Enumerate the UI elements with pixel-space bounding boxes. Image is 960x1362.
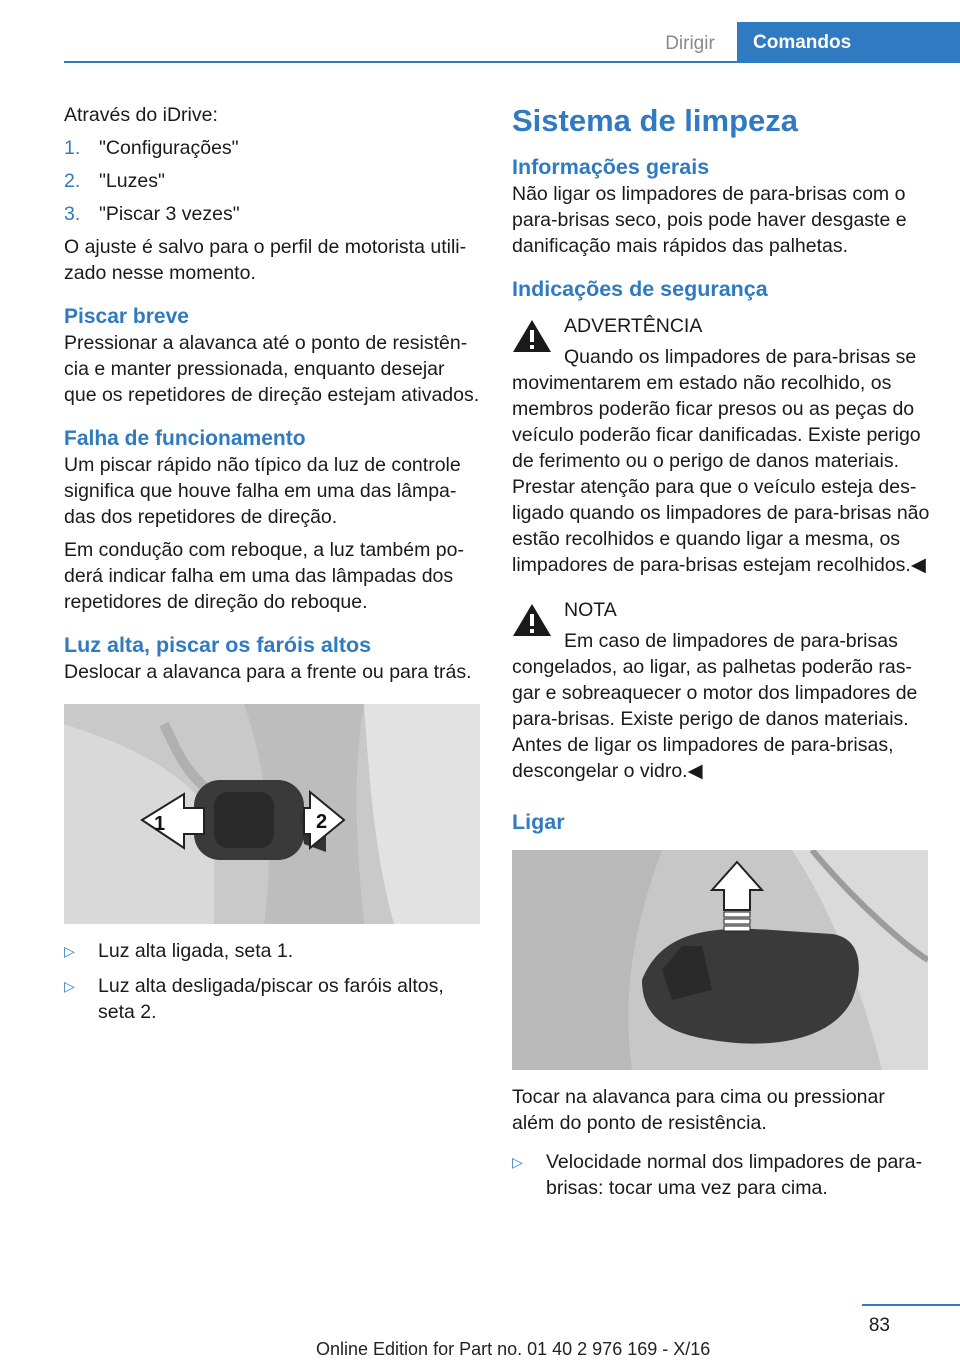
heading-informacoes-gerais: Informações gerais — [512, 155, 710, 179]
wiper-bullets — [512, 1149, 930, 1201]
arrow-2-label: 2 — [316, 811, 328, 833]
paragraph-piscar-breve: Pressionar a alavanca até o ponto de resistência e manter pressionada, enquanto desejar que os repetidores de direção estejam ativados. — [64, 332, 480, 406]
step-number: 3. — [64, 203, 81, 225]
warning-text: Quando os limpadores de para-brisas se movimentarem em estado não recolhido, os membros poderão ficar presos ou as peças do veículo poderão ficar danificadas. Existe perigo de ferimento ou o perigo de danos materiais. Prestar atenção para que o veículo esteja desligado quando os limpadores de para-brisas não estão recolhidos e quando ligar a mesma, os limpadores de para-brisas estejam recolhidos.◀ — [512, 346, 930, 576]
figure-high-beam-lever — [64, 704, 480, 924]
list-item — [64, 973, 480, 1025]
tab-dirigir[interactable]: Dirigir — [665, 33, 715, 54]
warning-label: ADVERTÊNCIA — [564, 315, 703, 337]
high-beam-lever-illustration — [64, 704, 480, 924]
heading-falha: Falha de funcionamento — [64, 427, 306, 450]
list-item — [64, 135, 480, 161]
paragraph-informacoes-gerais: Não ligar os limpadores de para-brisas com o para-brisas seco, pois pode haver desgaste e danificação mais rápidos das palhetas. — [512, 183, 907, 257]
intro-text: Através do iDrive: — [64, 104, 218, 126]
figure-wiper-lever — [512, 850, 928, 1070]
paragraph-ligar: Tocar na alavanca para cima ou pressionar além do ponto de resistência. — [512, 1086, 885, 1134]
note-block — [512, 597, 930, 784]
wiper-lever-illustration — [512, 850, 928, 1070]
step-number: 1. — [64, 137, 81, 159]
footer-edition: Online Edition for Part no. 01 40 2 976 169 - X/16 — [316, 1339, 711, 1359]
warning-triangle-icon — [512, 319, 552, 353]
high-beam-bullets — [64, 938, 480, 1025]
right-column — [512, 102, 930, 1210]
page-number: 83 — [868, 1315, 890, 1336]
note-label: NOTA — [564, 599, 617, 621]
saved-note: O ajuste é salvo para o perfil de motorista utilizado nesse momento. — [64, 236, 467, 284]
heading-sistema-limpeza: Sistema de limpeza — [512, 103, 799, 138]
warning-block — [512, 313, 930, 578]
list-item — [64, 201, 480, 227]
steps-list — [64, 135, 480, 227]
list-item — [512, 1149, 930, 1201]
bullet-triangle-icon: ▷ — [64, 943, 75, 959]
heading-piscar-breve: Piscar breve — [64, 305, 189, 328]
paragraph-falha-2: Em condução com reboque, a luz também poderá indicar falha em uma das lâmpadas dos repetidores de direção do reboque. — [64, 539, 464, 613]
bullet-text: Luz alta desligada/piscar os faróis altos, seta 2. — [98, 975, 444, 1023]
heading-ligar: Ligar — [512, 810, 565, 834]
bullet-text: Luz alta ligada, seta 1. — [98, 940, 294, 962]
left-column — [64, 102, 480, 1034]
bullet-triangle-icon: ▷ — [64, 978, 75, 994]
list-item — [64, 168, 480, 194]
paragraph-falha-1: Um piscar rápido não típico da luz de controle significa que houve falha em uma das lâmpadas dos repetidores de direção. — [64, 454, 461, 528]
paragraph-luz-alta: Deslocar a alavanca para a frente ou para trás. — [64, 661, 472, 683]
bullet-triangle-icon: ▷ — [512, 1154, 523, 1170]
step-number: 2. — [64, 170, 81, 192]
arrow-1-label: 1 — [154, 813, 166, 835]
step-text: "Luzes" — [99, 170, 165, 192]
tab-comandos[interactable]: Comandos — [737, 22, 960, 62]
heading-seguranca: Indicações de segurança — [512, 277, 768, 301]
footer-rule — [862, 1304, 960, 1306]
step-text: "Configurações" — [99, 137, 239, 159]
bullet-text: Velocidade normal dos limpadores de para-brisas: tocar uma vez para cima. — [546, 1151, 923, 1199]
step-text: "Piscar 3 vezes" — [99, 203, 240, 225]
heading-luz-alta: Luz alta, piscar os faróis altos — [64, 633, 372, 657]
note-text: Em caso de limpadores de para-brisas congelados, ao ligar, as palhetas poderão rasgar e sobreaquecer o motor dos limpadores de para-brisas. Existe perigo de danos materiais. Antes de ligar os limpadores de para-brisas, descongelar o vidro.◀ — [512, 630, 918, 782]
warning-triangle-icon — [512, 603, 552, 637]
list-item — [64, 938, 480, 964]
